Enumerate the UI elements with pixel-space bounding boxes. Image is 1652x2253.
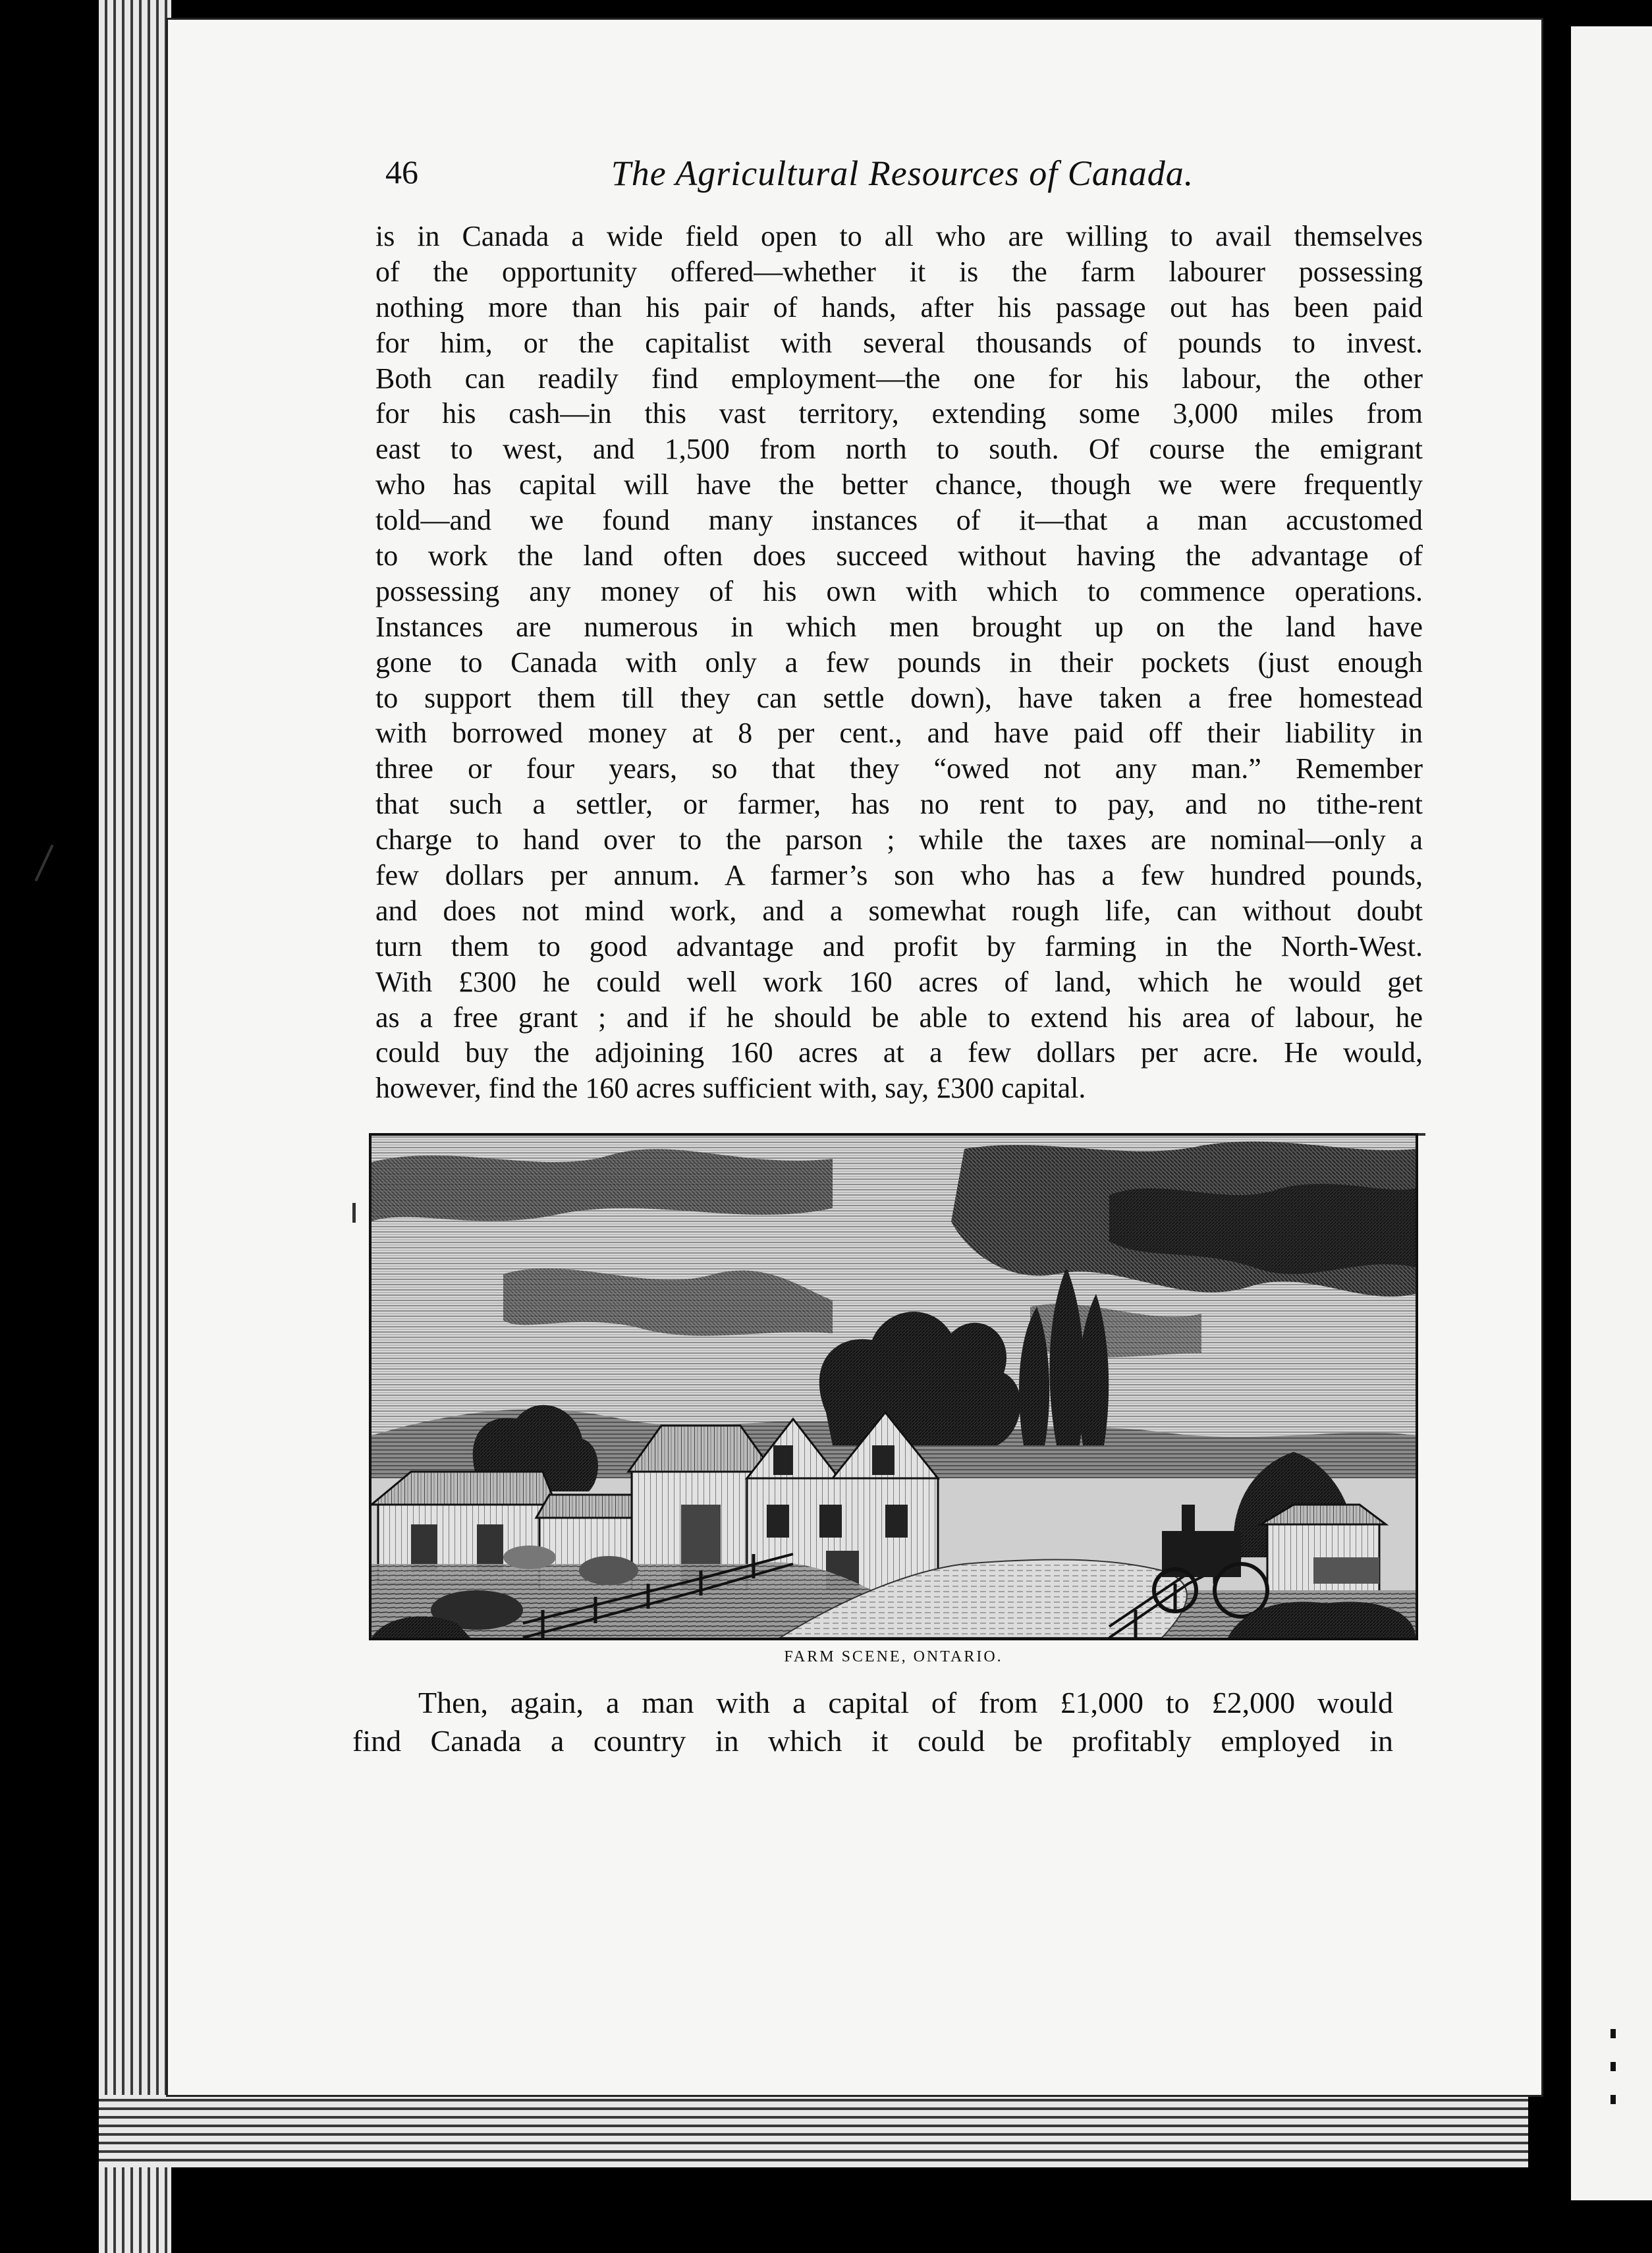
text-line: few dollars per annum. A farmer’s son who has a few hundred pounds,	[375, 859, 1423, 892]
text-line: Both can readily find employment—the one for his labour, the other	[375, 362, 1423, 395]
text-line: for him, or the capitalist with several thousands of pounds to invest.	[375, 326, 1423, 359]
text-line: With £300 he could well work 160 acres of land, which he would get	[375, 965, 1423, 998]
text-line: gone to Canada with only a few pounds in their pockets (just enough	[375, 646, 1423, 679]
book-page-edges	[99, 0, 171, 2253]
page-header-title: The Agricultural Resources of Canada.	[611, 153, 1194, 193]
text-line: could buy the adjoining 160 acres at a few dollars per acre. He would,	[375, 1036, 1423, 1069]
text-line: east to west, and 1,500 from north to south. Of course the emigrant	[375, 433, 1423, 466]
adjacent-page-glyph	[1611, 2029, 1616, 2038]
farm-scene-engraving	[369, 1133, 1418, 1640]
text-line: charge to hand over to the parson ; while the taxes are nominal—only a	[375, 823, 1423, 856]
text-line: and does not mind work, and a somewhat rough life, can without doubt	[375, 894, 1423, 927]
text-line: with borrowed money at 8 per cent., and have paid off their liability in	[375, 717, 1423, 750]
margin-mark	[352, 1203, 356, 1223]
farm-scene-illustration	[372, 1136, 1416, 1638]
text-line: Then, again, a man with a capital of from £1,000 to £2,000 would	[418, 1686, 1393, 1719]
adjacent-page-edge	[1571, 26, 1652, 2200]
text-line: find Canada a country in which it could be profitably employed in	[352, 1724, 1393, 1758]
text-line: nothing more than his pair of hands, after his passage out has been paid	[375, 291, 1423, 323]
text-line: Instances are numerous in which men brought up on the land have	[375, 610, 1423, 643]
text-line: to work the land often does succeed without having the advantage of	[375, 540, 1423, 572]
text-line: of the opportunity offered—whether it is the farm labourer possessing	[375, 255, 1423, 288]
text-line: is in Canada a wide field open to all who are willing to avail themselves	[375, 220, 1423, 252]
page-number: 46	[385, 153, 418, 190]
running-head	[385, 153, 1419, 192]
figure-caption: FARM SCENE, ONTARIO.	[784, 1648, 1003, 1665]
text-line: who has capital will have the better chance, though we were frequently	[375, 468, 1423, 501]
text-line: turn them to good advantage and profit by farming in the North-West.	[375, 930, 1423, 962]
paragraph-2	[352, 1684, 1393, 1760]
text-line: for his cash—in this vast territory, extending some 3,000 miles from	[375, 397, 1423, 430]
adjacent-page-glyph	[1611, 2095, 1616, 2104]
text-line: three or four years, so that they “owed not any man.” Remember	[375, 752, 1423, 785]
text-line: to support them till they can settle down), have taken a free homestead	[375, 681, 1423, 714]
book-page-edges-bottom	[99, 2095, 1528, 2167]
text-line: however, find the 160 acres sufficient with, say, £300 capital.	[375, 1072, 1086, 1105]
paragraph-1	[375, 219, 1423, 1106]
text-line: that such a settler, or farmer, has no rent to pay, and no tithe-rent	[375, 788, 1423, 821]
adjacent-page-glyph	[1611, 2062, 1616, 2071]
margin-mark	[35, 845, 54, 881]
text-line: possessing any money of his own with which to commence operations.	[375, 574, 1423, 607]
text-line: told—and we found many instances of it—that a man accustomed	[375, 504, 1423, 537]
text-line: as a free grant ; and if he should be able to extend his area of labour, he	[375, 1001, 1423, 1034]
